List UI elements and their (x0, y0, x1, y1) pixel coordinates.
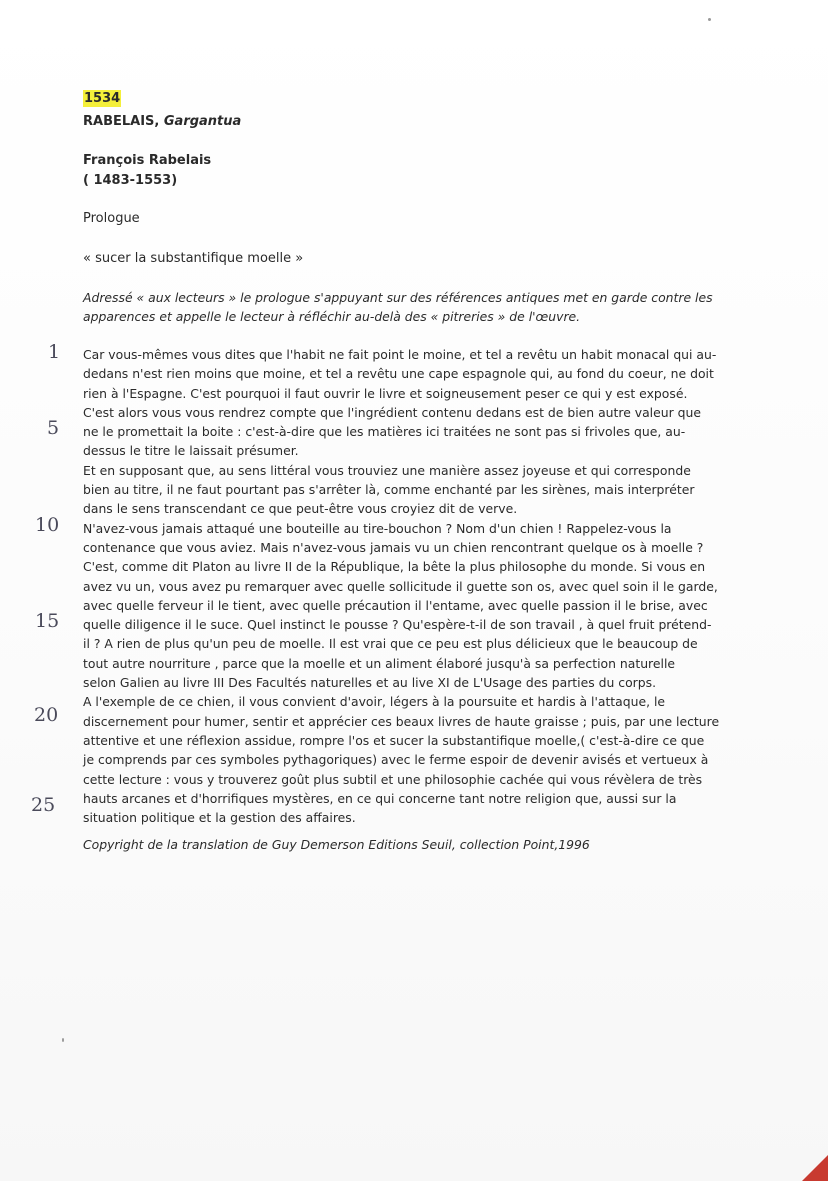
text-line: il ? A rien de plus qu'un peu de moelle. Il est vrai que ce peu est plus délicieux que le beaucoup de (83, 636, 698, 652)
year-label: 1534 (84, 91, 121, 106)
page-corner-mark (802, 1155, 828, 1181)
line-number-10: 10 (35, 514, 60, 536)
text-line: quelle diligence il le suce. Quel instinct le pousse ? Qu'espère-t-il de son travail , à quel fruit prétend- (83, 617, 712, 633)
text-line: rien à l'Espagne. C'est pourquoi il faut ouvrir le livre et soigneusement peser ce qui y est exposé. (83, 385, 688, 401)
author-dates: ( 1483-1553) (83, 173, 178, 188)
work-title: Gargantua (163, 114, 242, 129)
paper-speck (62, 1038, 64, 1042)
text-line: C'est, comme dit Platon au livre II de la République, la bête la plus philosophe du monde. Si vous en (83, 559, 706, 575)
text-line: ne le promettait la boite : c'est-à-dire que les matières ici traitées ne sont pas si frivoles que, au- (83, 424, 686, 440)
text-line: je comprends par ces symboles pythagoriques) avec le ferme espoir de devenir avisés et vertueux à (83, 752, 709, 768)
author-work-title (83, 113, 241, 130)
text-line: avez vu un, vous avez pu remarquer avec quelle sollicitude il guette son os, avec quel soin il le garde, (83, 578, 718, 594)
prologue-text (83, 345, 733, 827)
author-surname: RABELAIS, (83, 114, 164, 129)
intro-paragraph (83, 288, 723, 326)
text-line: A l'exemple de ce chien, il vous convient d'avoir, légers à la poursuite et hardis à l'attaque, le (83, 694, 666, 710)
copyright-note: Copyright de la translation de Guy Demerson Editions Seuil, collection Point,1996 (83, 837, 590, 852)
key-quote: « sucer la substantifique moelle » (83, 251, 304, 266)
text-line: dessus le titre le laissait présumer. (83, 443, 299, 459)
text-line: dedans n'est rien moins que moine, et tel a revêtu une cape espagnole qui, au fond du coeur, ne doit (83, 366, 714, 382)
text-line: contenance que vous aviez. Mais n'avez-vous jamais vu un chien rencontrant quelque os à moelle ? (83, 539, 704, 555)
text-line: discernement pour humer, sentir et apprécier ces beaux livres de haute graisse ; puis, par une lecture (83, 713, 720, 729)
text-line: C'est alors vous vous rendrez compte que l'ingrédient contenu dedans est de bien autre valeur que (83, 404, 701, 420)
text-line: bien au titre, il ne faut pourtant pas s'arrêter là, comme enchanté par les sirènes, mais interpréter (83, 482, 695, 498)
line-number-20: 20 (34, 704, 59, 726)
line-number-5: 5 (47, 417, 60, 439)
paper-speck (708, 18, 711, 21)
text-line: hauts arcanes et d'horrifiques mystères, en ce qui concerne tant notre religion que, aussi sur la (83, 790, 677, 806)
text-line: Et en supposant que, au sens littéral vous trouviez une manière assez joyeuse et qui corresponde (83, 462, 691, 478)
section-title: Prologue (83, 211, 140, 226)
line-number-15: 15 (35, 610, 60, 632)
text-line: avec quelle ferveur il le tient, avec quelle précaution il l'entame, avec quelle passion il le brise, avec (83, 597, 708, 613)
text-line: situation politique et la gestion des affaires. (83, 810, 356, 826)
text-line: attentive et une réflexion assidue, rompre l'os et sucer la substantifique moelle,( c'est-à-dire ce que (83, 732, 705, 748)
line-number-1: 1 (48, 341, 61, 363)
intro-line: Adressé « aux lecteurs » le prologue s'appuyant sur des références antiques met en garde contre les (83, 290, 713, 305)
intro-line: apparences et appelle le lecteur à réfléchir au-delà des « pitreries » de l'œuvre. (83, 309, 581, 324)
line-number-25: 25 (31, 794, 56, 816)
text-line: cette lecture : vous y trouverez goût plus subtil et une philosophie cachée qui vous révèlera de très (83, 771, 703, 787)
author-name: François Rabelais (83, 153, 212, 168)
text-line: tout autre nourriture , parce que la moelle et un aliment élaboré jusqu'à sa perfection naturelle (83, 655, 676, 671)
text-line: N'avez-vous jamais attaqué une bouteille au tire-bouchon ? Nom d'un chien ! Rappelez-vous la (83, 520, 672, 536)
text-line: dans le sens transcendant ce que peut-être vous croyiez dit de verve. (83, 501, 518, 517)
text-line: selon Galien au livre III Des Facultés naturelles et au live XI de L'Usage des parties du corps. (83, 675, 657, 691)
text-line: Car vous-mêmes vous dites que l'habit ne fait point le moine, et tel a revêtu un habit monacal qui au- (83, 347, 717, 362)
